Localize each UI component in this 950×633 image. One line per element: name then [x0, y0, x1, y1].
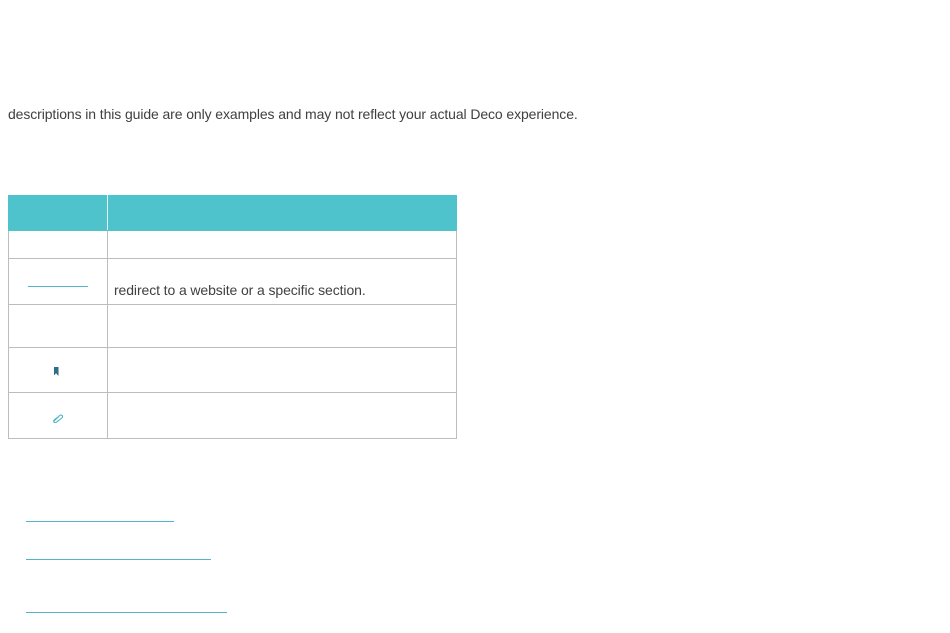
convention-cell	[9, 259, 108, 305]
intro-paragraph: descriptions in this guide are only examples and may not reflect your actual Deco experience.	[8, 106, 578, 122]
convention-cell	[9, 348, 108, 393]
underlined-link-sample[interactable]	[28, 286, 88, 287]
description-text: redirect to a website or a specific section.	[114, 281, 366, 298]
paperclip-icon	[52, 410, 63, 426]
description-cell	[108, 348, 457, 393]
description-cell	[108, 393, 457, 439]
table-row	[9, 305, 457, 348]
document-link[interactable]	[26, 559, 211, 560]
conventions-table	[8, 195, 457, 439]
description-cell	[108, 259, 457, 305]
document-link[interactable]	[26, 521, 174, 522]
bookmark-icon	[54, 367, 59, 376]
document-link[interactable]	[26, 612, 227, 613]
description-cell	[108, 231, 457, 259]
table-header-row	[9, 196, 457, 231]
table-row	[9, 348, 457, 393]
table-header-convention	[9, 196, 108, 231]
convention-cell	[9, 305, 108, 348]
table-row	[9, 259, 457, 305]
convention-cell	[9, 231, 108, 259]
table-row	[9, 231, 457, 259]
convention-cell	[9, 393, 108, 439]
table-row	[9, 393, 457, 439]
description-cell	[108, 305, 457, 348]
table-header-description	[108, 196, 457, 231]
